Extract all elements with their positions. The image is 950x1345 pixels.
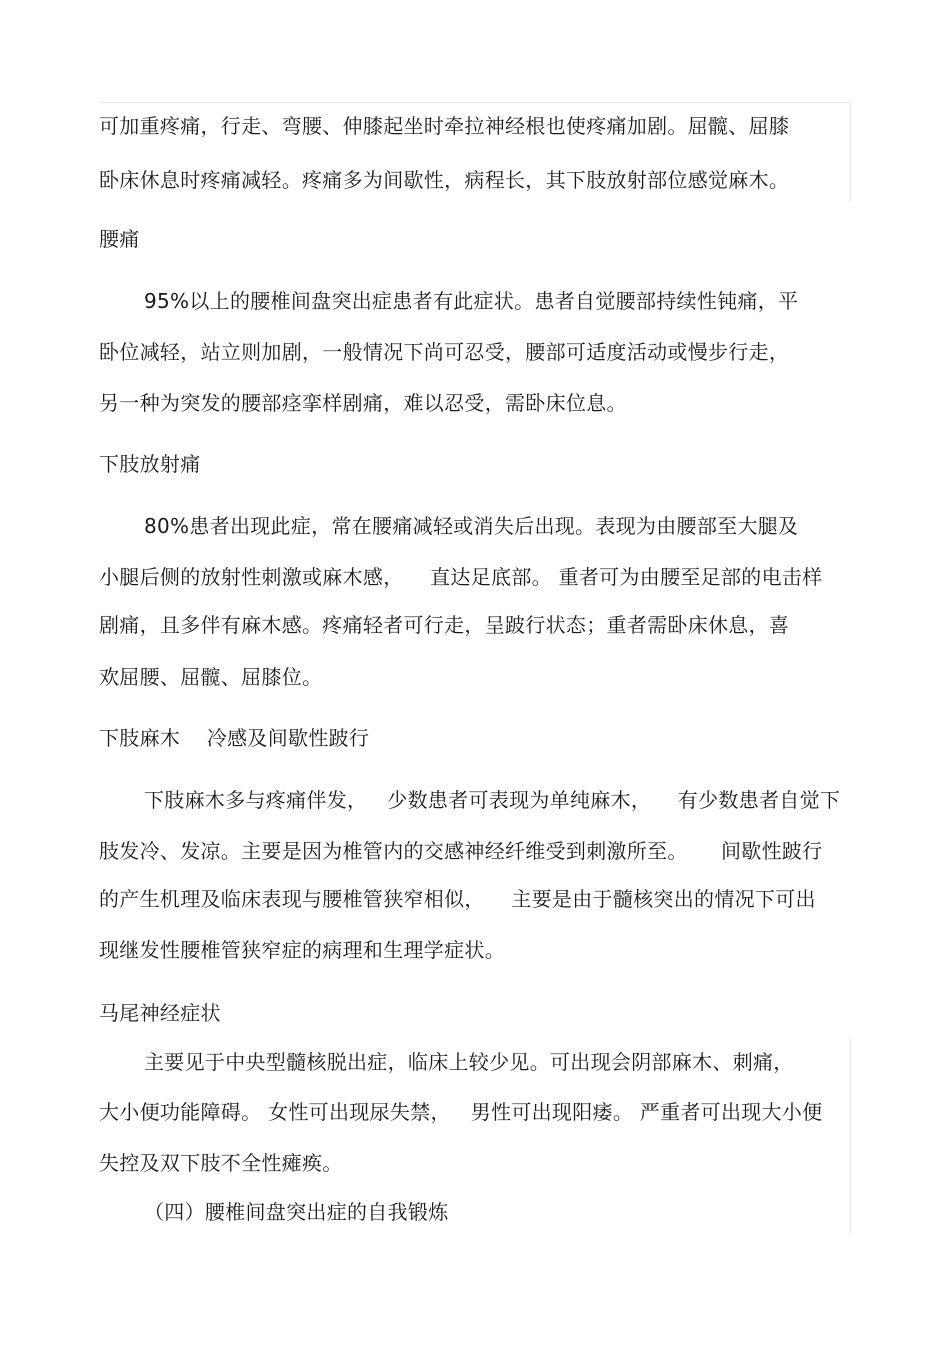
page-border-top [99,102,851,103]
page-border-right [850,102,851,202]
paragraph-line: 大小便功能障碍。 女性可出现尿失禁， 男性可出现阳痿。 严重者可出现大小便 [99,1100,823,1124]
paragraph-line: 欢屈腰、屈髋、屈膝位。 [99,665,323,689]
section-heading-radiating-pain: 下肢放射痛 [99,452,201,476]
paragraph-line: 现继发性腰椎管狭窄症的病理和生理学症状。 [99,938,505,962]
paragraph-line: 80%患者出现此症，常在腰痛减轻或消失后出现。表现为由腰部至大腿及 [144,514,799,538]
paragraph-line: 95%以上的腰椎间盘突出症患者有此症状。患者自觉腰部持续性钝痛，平 [144,289,799,313]
paragraph-line: 可加重疼痛，行走、弯腰、伸膝起坐时牵拉神经根也使疼痛加剧。屈髋、屈膝 [99,114,790,138]
paragraph-line: 的产生机理及临床表现与腰椎管狭窄相似， 主要是由于髓核突出的情况下可出 [99,887,816,911]
paragraph-line: 小腿后侧的放射性刺激或麻木感， 直达足底部。 重者可为由腰至足部的电击样 [99,565,823,589]
section-heading-numbness: 下肢麻木 冷感及间歇性跛行 [99,726,370,750]
paragraph-line: 卧床休息时疼痛减轻。疼痛多为间歇性，病程长，其下肢放射部位感觉麻木。 [99,168,790,192]
paragraph-line: 下肢麻木多与疼痛伴发， 少数患者可表现为单纯麻木， 有少数患者自觉下 [144,788,841,812]
paragraph-line: 另一种为突发的腰部痉挛样剧痛，难以忍受，需卧床位息。 [99,391,627,415]
paragraph-line: 主要见于中央型髓核脱出症，临床上较少见。可出现会阴部麻木、刺痛， [144,1050,794,1074]
section-heading-lumbago: 腰痛 [99,227,140,251]
section-heading-self-exercise: （四）腰椎间盘突出症的自我锻炼 [144,1200,449,1224]
paragraph-line: 肢发冷、发凉。主要是因为椎管内的交感神经纤维受到刺激所至。 间歇性跛行 [99,839,823,863]
paragraph-line: 卧位减轻，站立则加剧，一般情况下尚可忍受，腰部可适度活动或慢步行走， [99,340,790,364]
paragraph-line: 剧痛，且多伴有麻木感。疼痛轻者可行走，呈跛行状态；重者需卧床休息，喜 [99,613,790,637]
page-border-right-lower [850,1036,851,1236]
paragraph-line: 失控及双下肢不全性瘫痪。 [99,1151,343,1175]
section-heading-cauda-equina: 马尾神经症状 [99,1001,221,1025]
